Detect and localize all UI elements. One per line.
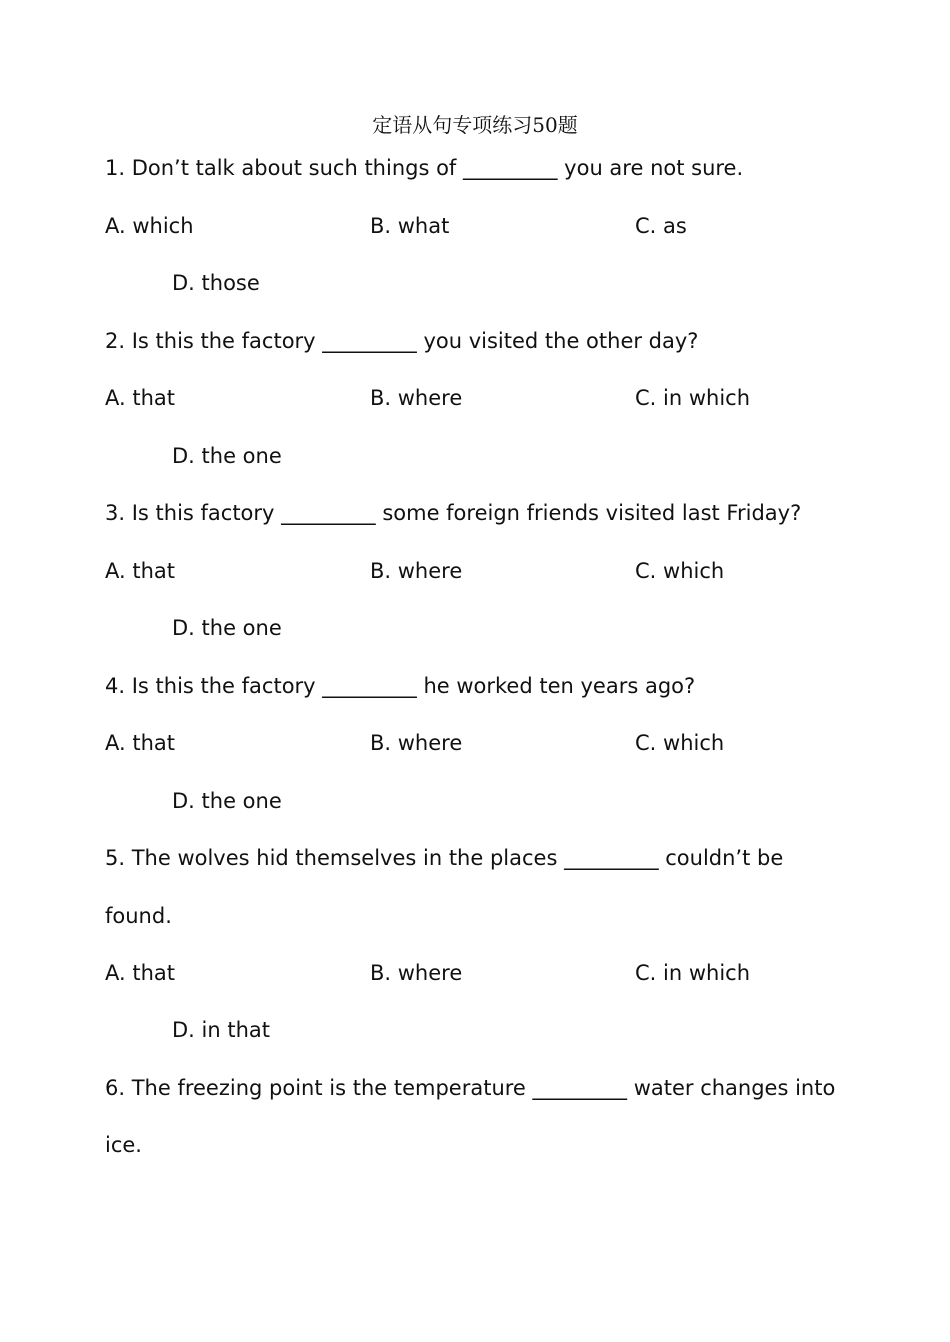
question-1-option-d: D. those [172, 271, 260, 295]
question-5-option-c: C. in which [635, 961, 751, 985]
question-5-option-a: A. that [105, 961, 175, 985]
question-3-stem: 3. Is this factory _________ some foreign friends visited last Friday? [105, 501, 802, 525]
question-1-option-c: C. as [635, 214, 687, 238]
question-5-option-b: B. where [370, 961, 463, 985]
question-4-option-b: B. where [370, 731, 463, 755]
question-1-option-a: A. which [105, 214, 194, 238]
question-2-stem: 2. Is this the factory _________ you visited the other day? [105, 329, 699, 353]
question-5-stem: 5. The wolves hid themselves in the places _________ couldn’t be [105, 846, 784, 870]
question-4-option-a: A. that [105, 731, 175, 755]
question-3-option-c: C. which [635, 559, 725, 583]
question-3-option-a: A. that [105, 559, 175, 583]
question-6-stem: 6. The freezing point is the temperature _________ water changes into [105, 1076, 836, 1100]
question-1-option-b: B. what [370, 214, 450, 238]
question-4-option-d: D. the one [172, 789, 282, 813]
question-2-option-b: B. where [370, 386, 463, 410]
question-1-stem: 1. Don’t talk about such things of _________ you are not sure. [105, 156, 744, 180]
question-2-option-d: D. the one [172, 444, 282, 468]
document-title: 定语从句专项练习50题 [372, 113, 578, 137]
question-5-stem-continued: found. [105, 904, 172, 928]
question-2-option-c: C. in which [635, 386, 751, 410]
question-3-option-b: B. where [370, 559, 463, 583]
question-6-stem-continued: ice. [105, 1133, 142, 1157]
question-3-option-d: D. the one [172, 616, 282, 640]
question-2-option-a: A. that [105, 386, 175, 410]
question-5-option-d: D. in that [172, 1018, 270, 1042]
question-4-option-c: C. which [635, 731, 725, 755]
question-4-stem: 4. Is this the factory _________ he worked ten years ago? [105, 674, 696, 698]
